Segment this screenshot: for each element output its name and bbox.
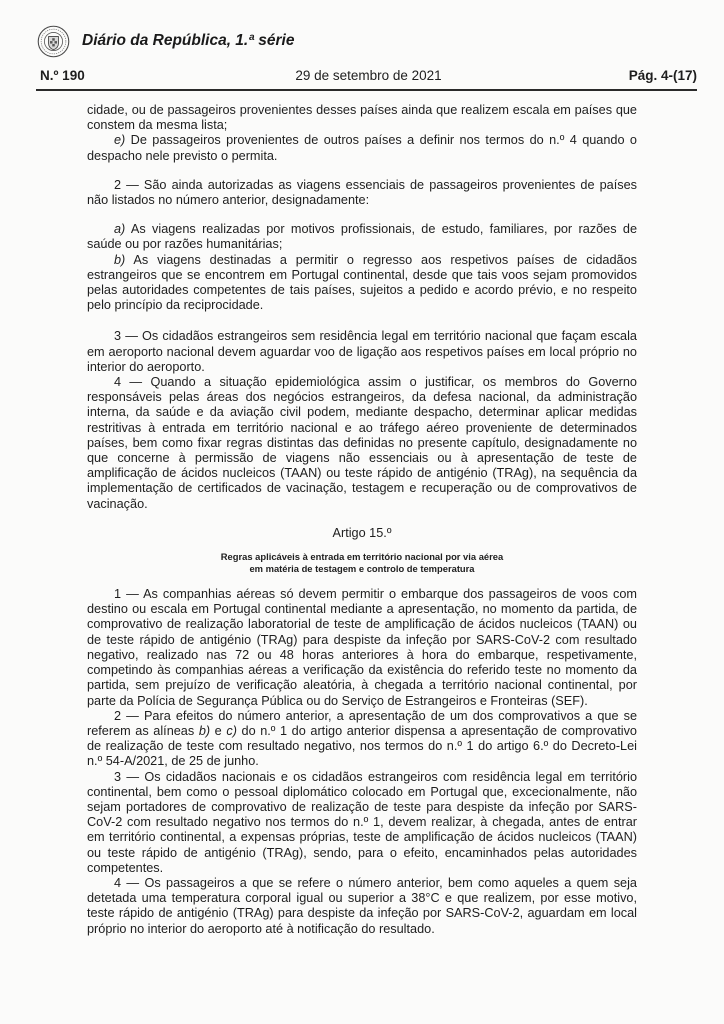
paragraph: 1 — As companhias aéreas só devem permitir o embarque dos passageiros de voos com destino ou escala em Portugal continental mediante a apresentação, no momento da partida, de comprovativo de realização laboratorial de teste de amplificação de ácidos nucleicos (TAAN) ou de teste rápido de antigénio (TRAg) para despiste da infeção por SARS-CoV-2 com resultado negativo, realizado nas 72 ou 48 horas anteriores à hora do embarque, respetivamente, competindo às companhias aéreas a verificação da existência do referido teste no momento da partida, sem prejuízo de verificação aleatória, à chegada a território nacional continental, por parte da Polícia de Segurança Pública ou do Serviço de Estrangeiros e Fronteiras (SEF). — [87, 587, 637, 708]
item-letter: b) — [114, 252, 126, 267]
paragraph: 2 — São ainda autorizadas as viagens essenciais de passageiros provenientes de países não listados no número anterior, designadamente: — [87, 177, 637, 208]
article-heading-line: Regras aplicáveis à entrada em território nacional por via aérea — [220, 551, 504, 563]
paragraph: 3 — Os cidadãos estrangeiros sem residência legal em território nacional que façam escala em aeroporto nacional devem aguardar voo de ligação aos respetivos países em local próprio no interior do aeroporto. — [87, 329, 637, 374]
item-letter: a) — [114, 222, 126, 237]
page-number: Pág. 4-(17) — [628, 68, 697, 83]
issue-number: N.º 190 — [40, 68, 85, 83]
item-letter: c) — [226, 723, 237, 738]
paragraph-text: De passageiros provenientes de outros países a definir nos termos do n.º 4 quando o despacho nele previsto o permita. — [87, 133, 637, 163]
masthead — [37, 23, 294, 59]
paragraph — [87, 709, 637, 770]
article-heading-line: em matéria de testagem e controlo de temperatura — [249, 563, 475, 575]
item-letter: b) — [198, 723, 211, 738]
journal-title: Diário da República, 1.ª série — [82, 32, 295, 49]
item-letter: e) — [114, 133, 126, 148]
header-rule — [36, 89, 697, 91]
article-title: Artigo 15.º — [332, 525, 392, 540]
paragraph-text: do n.º 1 do artigo anterior dispensa a apresentação de comprovativo de realização de teste com resultado negativo, nos termos do n.º 1 do artigo 6.º do Decreto-Lei n.º 54-A/2021, de 25 de junho. — [87, 723, 637, 769]
issue-info-row — [40, 68, 697, 86]
paragraph-text: As viagens destinadas a permitir o regresso aos respetivos países de cidadãos estrangeiros que se encontrem em Portugal continental, desde que tais voos sejam promovidos pelas autoridades competentes de tais países, sujeitos a pedido e acordo prévio, e no respeito pelo princípio da reciprocidade. — [87, 252, 637, 313]
paragraph-text: 2 — Para efeitos do número anterior, a apresentação de um dos comprovativos a que se referem as alíneas — [87, 708, 637, 738]
paragraph: cidade, ou de passageiros provenientes desses países ainda que realizem escala em países que constem da mesma lista; — [87, 103, 637, 133]
paragraph-text: e — [210, 723, 227, 738]
article-heading — [87, 551, 637, 575]
paragraph — [87, 133, 637, 163]
paragraph — [87, 253, 637, 314]
paragraph: 3 — Os cidadãos nacionais e os cidadãos estrangeiros com residência legal em território continental, bem como o pessoal diplomático colocado em Portugal que, excecionalmente, não sejam portadores de comprovativo de realização de teste para despiste da infeção por SARS-CoV-2 com resultado negativo nos termos do n.º 1, devem realizar, à chegada, antes de entrar em território continental, a expensas próprias, teste de amplificação de ácidos nucleicos (TAAN) ou teste rápido de antigénio (TRAg), sendo, para o efeito, encaminhados pelas autoridades competentes. — [87, 769, 637, 875]
paragraph: 4 — Quando a situação epidemiológica assim o justificar, os membros do Governo responsáveis pelas áreas dos negócios estrangeiros, da defesa nacional, da administração interna, da saúde e da aviação civil podem, mediante despacho, determinar aplicar medidas restritivas à entrada em território nacional e ao tráfego aéreo proveniente de determinados países, bem como fixar regras distintas das definidas no presente capítulo, designadamente no que concerne à permissão de viagens não essenciais ou à apresentação de teste de amplificação de ácidos nucleicos (TAAN) ou teste rápido de antigénio (TRAg), na sequência da implementação de certificados de vacinação, testagem e recuperação ou de comprovativos de vacinação. — [87, 375, 637, 511]
issue-date: 29 de setembro de 2021 — [295, 68, 442, 83]
coat-of-arms-icon — [37, 25, 70, 58]
paragraph — [87, 222, 637, 252]
document-body — [87, 103, 637, 937]
paragraph: 4 — Os passageiros a que se refere o número anterior, bem como aqueles a quem seja detetada uma temperatura corporal igual ou superior a 38°C e que realizem, por esse motivo, teste rápido de antigénio (TRAg) para despiste da infeção por SARS-CoV-2, aguardam em local próprio no interior do aeroporto até à notificação do resultado. — [87, 875, 637, 936]
paragraph-text: As viagens realizadas por motivos profissionais, de estudo, familiares, por razões de saúde ou por razões humanitárias; — [87, 222, 637, 252]
